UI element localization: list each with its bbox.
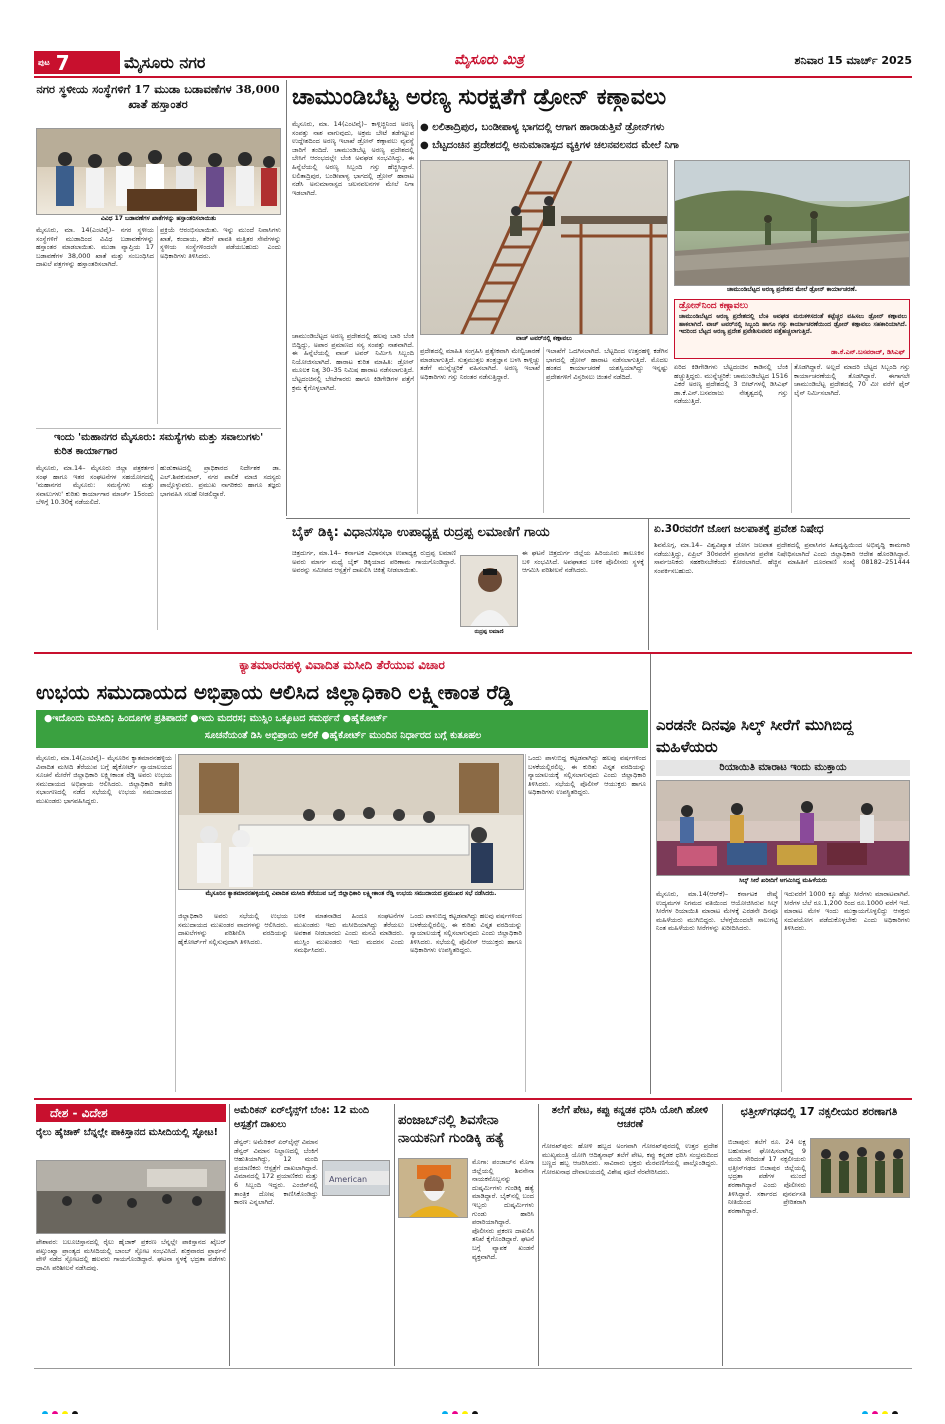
lead-col6: ತೊಡಗಿದ್ದಾರೆ. ಅಲ್ಲದೆ ಮಾದರಿ ಬೆಟ್ಟದ ಸಿಬ್ಬಂದಿ ಗಸ್ತು ಕಾರ್ಯಾಚರಣೆಯಲ್ಲಿ ತೊಡಗಿದ್ದಾರೆ. ಈಗಾಗಲೇ ಚಾಮುಂಡಿಬೆಟ್ಟ ಪ್ರದೇಶದಲ್ಲಿ 70 ಮೀ ವರೆಗೆ ಫೈರ್ ಲೈನ್ ನಿರ್ಮಿಸಲಾಗಿದೆ. (794, 363, 910, 397)
registration-marks-left (40, 1404, 100, 1414)
chhattisgarh-text: ಬಿಜಾಪುರ: ತಲೆಗೆ ರೂ. 24 ಲಕ್ಷ ಬಹುಮಾನ ಘೋಷಿಸಲಾಗಿದ್ದ 9 ಮಂದಿ ಸೇರಿದಂತೆ 17 ನಕ್ಸಲೀಯರು ಛತ್ತೀಸ್‌ಗಢದ ಬಿಜಾಪುರ ಜಿಲ್ಲೆಯಲ್ಲಿ ಭದ್ರತಾ ಪಡೆಗಳ ಮುಂದೆ ಶರಣಾಗಿದ್ದಾರೆ ಎಂದು ಪೊಲೀಸರು ತಿಳಿಸಿದ್ದಾರೆ. ಸರ್ಕಾರದ ಪುನರ್ವಸತಿ ನೀತಿಯಿಂದ ಪ್ರೇರಿತರಾಗಿ ಶರಣಾಗಿದ್ದಾರೆ. (728, 1138, 806, 1215)
silk-left-border (650, 654, 651, 1094)
yogi-headline: ತಲೆಗೆ ಪೇಟ, ಕಪ್ಪು ಕನ್ನಡಕ ಧರಿಸಿ ಯೋಗಿ ಹೋಳಿ ಆಚರಣೆ (551, 1105, 709, 1130)
american-headline: ಅಮೆರಿಕನ್ ಏರ್‌ಲೈನ್ಸ್‌ಗೆ ಬೆಂಕಿ: 12 ಮಂದಿ ಆಸ್ಪತ್ರೆಗೆ ದಾಖಲು (234, 1105, 370, 1130)
punjab-text: ಮೊಗಾ: ಪಂಜಾಬ್‌ನ ಮೊಗಾ ಜಿಲ್ಲೆಯಲ್ಲಿ ಶಿವಸೇನಾ ನಾಯಕನೊಬ್ಬನನ್ನು ದುಷ್ಕರ್ಮಿಗಳು ಗುಂಡಿಕ್ಕಿ ಹತ್ಯೆ ಮಾಡಿದ್ದಾರೆ. ಬೈಕ್‌ನಲ್ಲಿ ಬಂದ ಇಬ್ಬರು ದುಷ್ಕರ್ಮಿಗಳು ಗುಂಡು ಹಾರಿಸಿ ಪರಾರಿಯಾಗಿದ್ದಾರೆ. ಪೊಲೀಸರು ಪ್ರಕರಣ ದಾಖಲಿಸಿ ತನಿಖೆ ಕೈಗೊಂಡಿದ್ದಾರೆ. ಘಟನೆ ಬಗ್ಗೆ ವ್ಯಾಪಕ ಖಂಡನೆ ವ್ಯಕ್ತವಾಗಿದೆ. (472, 1158, 534, 1261)
lead-divider-3 (791, 363, 792, 513)
mosque-band-line-2: ಸೂಚನೆಯಂತೆ ಡಿಸಿ ಅಭಿಪ್ರಾಯ ಆಲಿಕೆ ●ಹೈಕೋರ್ಟ್ ಮುಂದಿನ ನಿರ್ಧಾರದ ಬಗ್ಗೆ ಕುತೂಹಲ (204, 730, 482, 741)
left-mid-col1: ಮೈಸೂರು, ಮಾ.14– ಮೈಸೂರು ಜಿಲ್ಲಾ ಪತ್ರಕರ್ತರ ಸಂಘ ಹಾಗೂ ಇತರ ಸಂಘಟನೆಗಳ ಸಹಯೋಗದಲ್ಲಿ 'ಮಹಾನಗರ ಮೈಸೂರು: ಸಮಸ್ಯೆಗಳು ಮತ್ತು ಸವಾಲುಗಳು' ಕುರಿತು ಕಾರ್ಯಾಗಾರ ಮಾರ್ಚ್ 15ರಂದು ಬೆಳಿಗ್ಗೆ 10.30ಕ್ಕೆ ನಡೆಯಲಿದೆ. (36, 464, 154, 507)
mosque-divider-2 (525, 754, 526, 1092)
silk-photo-caption: ಸಿಲ್ಕ್ ಸೀರೆ ಖರೀದಿಗೆ ಆಗಮಿಸಿದ್ದ ಮಹಿಳೆಯರು (656, 877, 910, 886)
page-number: 7 (55, 50, 70, 75)
silk-headline: ಎರಡನೇ ದಿನವೂ ಸಿಲ್ಕ್ ಸೀರೆಗೆ ಮುಗಿಬಿದ್ದ ಮಹಿಳೆಯರು (656, 716, 854, 756)
mosque-kicker: ಕ್ಯಾತಮಾರನಹಳ್ಳಿ ವಿವಾದಿತ ಮಸೀದಿ ತೆರೆಯುವ ವಿಚಾರ (239, 658, 445, 672)
yogi-text: ಗೋರಖ್‌ಪುರ: ಹೋಳಿ ಹಬ್ಬದ ಅಂಗವಾಗಿ ಗೋರಖ್‌ಪುರದಲ್ಲಿ ಉತ್ತರ ಪ್ರದೇಶ ಮುಖ್ಯಮಂತ್ರಿ ಯೋಗಿ ಆದಿತ್ಯನಾಥ್ ತಲೆಗೆ ಪೇಟ, ಕಪ್ಪು ಕನ್ನಡಕ ಧರಿಸಿ ಸಂಭ್ರಮದಿಂದ ಬಣ್ಣದ ಹಬ್ಬ ಆಚರಿಸಿದರು. ಸಾವಿರಾರು ಭಕ್ತರು ಮೆರವಣಿಗೆಯಲ್ಲಿ ಪಾಲ್ಗೊಂಡಿದ್ದರು. ಗೋರಖನಾಥ ದೇವಾಲಯದಲ್ಲಿ ವಿಶೇಷ ಪೂಜೆ ನೆರವೇರಿಸಿದರು. (542, 1142, 718, 1176)
bottom-divider-3 (538, 1104, 539, 1366)
left-top-col1: ಮೈಸೂರು, ಮಾ. 14(ಎಂಟಿವೈ)– ನಗರ ಸ್ಥಳೀಯ ಸಂಸ್ಥೆಗಳಿಗೆ ಮುಡಾದಿಂದ ವಿವಿಧ ಬಡಾವಣೆಗಳನ್ನು ಹಸ್ತಾಂತರ ಮಾಡಲಾಯಿತು. ಮುಡಾ ವ್ಯಾಪ್ತಿಯ 17 ಬಡಾವಣೆಗಳ 38,000 ಖಾತೆ ಮತ್ತು ಸಂಬಂಧಿಸಿದ ದಾಖಲೆ ಪತ್ರಗಳನ್ನು ಹಸ್ತಾಂತರಿಸಲಾಗಿದೆ. (36, 226, 154, 269)
mosque-band-line-1: ●ಇದೊಂದು ಮಸೀದಿ; ಹಿಂದೂಗಳ ಪ್ರತಿಪಾದನೆ ●ಇದು ಮದರಸ; ಮುಸ್ಲಿಂ ಒಕ್ಕೂಟದ ಸಮರ್ಥನೆ ●ಹೈಕೋರ್ಟ್ (44, 713, 388, 724)
lead-bullet-1: ● ಲಲಿತಾದ್ರಿಪುರ, ಬಂಡೀಪಾಳ್ಯ ಭಾಗದಲ್ಲಿ ಆಗಾಗ ಹಾರಾಡುತ್ತಿವೆ ಡ್ರೋನ್‌ಗಳು (420, 122, 665, 133)
bike-col2: ಈ ಘಟನೆ ಚಿತ್ರದುರ್ಗ ಜಿಲ್ಲೆಯ ಹಿರಿಯೂರು ತಾಲೂಕಿನ ಬಳಿ ಸಂಭವಿಸಿದೆ. ಅಪಘಾತದ ಬಳಿಕ ಪೊಲೀಸರು ಸ್ಥಳಕ್ಕೆ ಆಗಮಿಸಿ ಪರಿಶೀಲನೆ ನಡೆಸಿದರು. (522, 549, 644, 575)
lead-col1: ಮೈಸೂರು, ಮಾ. 14(ಎಂಟಿವೈ)– ಕಾಳ್ಗಿಚ್ಚಿನಿಂದ ಅರಣ್ಯ ಸಂಪತ್ತು ನಾಶ ವಾಗುವುದು, ಅಕ್ರಮ ಬೇಟೆ ತಡೆಗಟ್ಟುವ ಉದ್ದೇಶದಿಂದ ಅರಣ್ಯ ಇಲಾಖೆ ಡ್ರೋನ್ ಕಣ್ಗಾವಲು ವ್ಯವಸ್ಥೆ ಜಾರಿಗೆ ತಂದಿದೆ. ಚಾಮುಂಡಿಬೆಟ್ಟ ಅರಣ್ಯ ಪ್ರದೇಶದಲ್ಲಿ ಬೇಸಿಗೆ ಆರಂಭದಲ್ಲೇ ಬೆಂಕಿ ಅವಘಡ ಸಂಭವಿಸಿದ್ದು, ಈ ಹಿನ್ನೆಲೆಯಲ್ಲಿ ಅರಣ್ಯ ಸಿಬ್ಬಂದಿ ಗಸ್ತು ಹೆಚ್ಚಿಸಿದ್ದಾರೆ. ಲಲಿತಾದ್ರಿಪುರ, ಬಂಡೀಪಾಳ್ಯ ಭಾಗದಲ್ಲಿ ಡ್ರೋನ್ ಹಾರಾಟ ನಡೆಸಿ ಅನುಮಾನಾಸ್ಪದ ಚಲನವಲನಗಳ ಮೇಲೆ ನಿಗಾ ಇಡಲಾಗಿದೆ. (292, 120, 414, 197)
mosque-photo-caption: ಮೈಸೂರಿನ ಕ್ಯಾತಮಾರನಹಳ್ಳಿಯಲ್ಲಿ ವಿವಾದಿತ ಮಸೀದಿ ತೆರೆಯುವ ಬಗ್ಗೆ ಜಿಲ್ಲಾಧಿಕಾರಿ ಲಕ್ಷ್ಮೀಕಾಂತ ರೆಡ್ಡಿ ಉಭಯ ಸಮುದಾಯದ ಪ್ರಮುಖರ ಸಭೆ ನಡೆಸಿದರು. (178, 890, 524, 908)
mosque-top-rule (34, 652, 912, 654)
train-text: ಪೇಶಾವರ: ಬಲೂಚಿಸ್ತಾನದಲ್ಲಿ ರೈಲು ಹೈಜಾಕ್ ಪ್ರಕರಣ ಬೆನ್ನಲ್ಲೇ ಪಾಕಿಸ್ತಾನದ ಖೈಬರ್ ಪಖ್ತುಂಖ್ವಾ ಪ್ರಾಂತ್ಯದ ಮಸೀದಿಯಲ್ಲಿ ಬಾಂಬ್ ಸ್ಫೋಟ ಸಂಭವಿಸಿದೆ. ಶುಕ್ರವಾರದ ಪ್ರಾರ್ಥನೆ ವೇಳೆ ನಡೆದ ಸ್ಫೋಟದಲ್ಲಿ ಹಲವರು ಗಾಯಗೊಂಡಿದ್ದಾರೆ. ಘಟನಾ ಸ್ಥಳಕ್ಕೆ ಭದ್ರತಾ ಪಡೆಗಳು ಧಾವಿಸಿ ಪರಿಶೀಲನೆ ನಡೆಸಿದವು. (36, 1238, 226, 1272)
color-dots-icon (40, 1409, 100, 1414)
drone-info-box (674, 299, 910, 359)
portrait-illustration (461, 556, 518, 627)
mosque-col2: ಜಿಲ್ಲಾಧಿಕಾರಿ ಅವರು ಸಭೆಯಲ್ಲಿ ಉಭಯ ಸಮುದಾಯದ ಮುಖಂಡರ ವಾದಗಳನ್ನು ಆಲಿಸಿದರು. ದಾಖಲೆಗಳನ್ನು ಪರಿಶೀಲಿಸಿ ವರದಿಯನ್ನು ಹೈಕೋರ್ಟ್‌ಗೆ ಸಲ್ಲಿಸುವುದಾಗಿ ತಿಳಿಸಿದರು. (178, 912, 288, 946)
watch-tower-caption: ವಾಚ್ ಟವರ್‌ನಲ್ಲಿ ಕಣ್ಗಾವಲು (420, 335, 668, 344)
silk-saree-photo (656, 780, 910, 876)
left-top-col2: ಪ್ರಕ್ರಿಯೆ ಆರಂಭಿಸಲಾಯಿತು. ಇನ್ನು ಮುಂದೆ ನಿವಾಸಿಗಳು ಖಾತೆ, ಕಂದಾಯ, ತೆರಿಗೆ ಪಾವತಿ ಮತ್ತಿತರ ಸೇವೆಗಳನ್ನು ಸ್ಥಳೀಯ ಸಂಸ್ಥೆಗಳಿಂದಲೇ ಪಡೆಯಬಹುದು ಎಂದು ಅಧಿಕಾರಿಗಳು ತಿಳಿಸಿದರು. (160, 226, 281, 260)
drone-box-text: ಚಾಮುಂಡಿಬೆಟ್ಟದ ಅರಣ್ಯ ಪ್ರದೇಶದಲ್ಲಿ ಬೆಂಕಿ ಅವಘಡ ಮರುಕಳಿಸದಂತೆ ಕಟ್ಟೆಚ್ಚರ ವಹಿಸಲು ಡ್ರೋನ್ ಕಣ್ಗಾವಲು ಹಾಕಲಾಗಿದೆ. ವಾಚ್ ಟವರ್‌ನಲ್ಲಿ ಸಿಬ್ಬಂದಿ ಹಾಗೂ ಗಸ್ತು ಕಾರ್ಯಾಚರಣೆಯಿಂದ ಡ್ರೋನ್ ಕಣ್ಗಾವಲು ಸಹಕಾರಿಯಾಗಿದೆ. ಇದರಿಂದ ಬೆಟ್ಟದ ಅರಣ್ಯ ಪ್ರದೇಶ ಪ್ರವೇಶಿಸುವವರ ಪತ್ತೆಹಚ್ಚಲಾಗುತ್ತಿದೆ. (679, 313, 907, 336)
mosque-col1: ಮೈಸೂರು, ಮಾ.14(ಎಂಟಿವೈ)– ಮೈಸೂರಿನ ಕ್ಯಾತಮಾರನಹಳ್ಳಿಯ ವಿವಾದಿತ ಮಸೀದಿ ತೆರೆಯುವ ಬಗ್ಗೆ ಹೈಕೋರ್ಟ್ ನ್ಯಾಯಾಲಯದ ಸೂಚನೆ ಮೇರೆಗೆ ಜಿಲ್ಲಾಧಿಕಾರಿ ಲಕ್ಷ್ಮೀಕಾಂತ ರೆಡ್ಡಿ ಅವರು ಉಭಯ ಸಮುದಾಯದ ಅಭಿಪ್ರಾಯ ಆಲಿಸಿದರು. ಜಿಲ್ಲಾಧಿಕಾರಿ ಕಚೇರಿ ಸಭಾಂಗಣದಲ್ಲಿ ನಡೆದ ಸಭೆಯಲ್ಲಿ ಉಭಯ ಸಮುದಾಯದ ಮುಖಂಡರು ಭಾಗವಹಿಸಿದ್ದರು. (36, 754, 172, 805)
page-label: ಪುಟ (38, 57, 50, 67)
lead-col2: ಚಾಮುಂಡಿಬೆಟ್ಟದ ಅರಣ್ಯ ಪ್ರದೇಶದಲ್ಲಿ ಹಲವು ಬಾರಿ ಬೆಂಕಿ ಬಿದ್ದಿದ್ದು, ಅಪಾರ ಪ್ರಮಾಣದ ಸಸ್ಯ ಸಂಪತ್ತು ನಾಶವಾಗಿದೆ. ಈ ಹಿನ್ನೆಲೆಯಲ್ಲಿ ವಾಚ್ ಟವರ್ ನಿರ್ಮಿಸಿ ಸಿಬ್ಬಂದಿ ನಿಯೋಜಿಸಲಾಗಿದೆ. ಹಾರಾಟ ಕುರಿತ ಮಾಹಿತಿ: ಡ್ರೋನ್ ಮೂಲಕ ನಿತ್ಯ 30–35 ನಿಮಿಷ ಹಾರಾಟ ನಡೆಸಲಾಗುತ್ತಿದೆ. ಬೆಟ್ಟದಂಚಿನಲ್ಲಿ ಬೇಟೆಗಾರರು ಹಾಗೂ ಕಿಡಿಗೇಡಿಗಳ ಪತ್ತೆಗೆ ಕ್ರಮ ಕೈಗೊಳ್ಳಲಾಗಿದೆ. (292, 332, 414, 392)
left-mid-headline: ಇಂದು 'ಮಹಾನಗರ ಮೈಸೂರು: ಸಮಸ್ಯೆಗಳು ಮತ್ತು ಸವಾಲುಗಳು' ಕುರಿತ ಕಾರ್ಯಾಗಾರ (54, 432, 264, 457)
surrender-illustration (811, 1139, 910, 1198)
rudrappa-photo (460, 555, 518, 627)
silk-col1: ಮೈಸೂರು, ಮಾ.14(ಆರ್‌ಕೆ)– ಕರ್ನಾಟಕ ರೇಷ್ಮೆ ಉದ್ಯಮಗಳ ನಿಗಮದ ವತಿಯಿಂದ ಆಯೋಜಿಸಿರುವ ಸಿಲ್ಕ್ ಸೀರೆಗಳ ರಿಯಾಯಿತಿ ಮಾರಾಟ ಮೇಳಕ್ಕೆ ಎರಡನೇ ದಿನವೂ ಮಹಿಳೆಯರು ಮುಗಿಬಿದ್ದರು. ಬೆಳಗ್ಗೆಯಿಂದಲೇ ಸಾಲುಗಟ್ಟಿ ನಿಂತ ಮಹಿಳೆಯರು ಸೀರೆಗಳನ್ನು ಖರೀದಿಸಿದರು. (656, 890, 778, 933)
bottom-divider-4 (722, 1104, 723, 1366)
lead-divider-1 (417, 120, 418, 514)
american-photo-label: American (329, 1175, 368, 1184)
american-photo (322, 1160, 390, 1196)
registration-marks-right (860, 1404, 920, 1414)
jog-headline: ಏ.30ರವರೆಗೆ ಜೋಗ ಜಲಪಾತಕ್ಕೆ ಪ್ರವೇಶ ನಿಷೇಧ (654, 523, 824, 535)
rescue-illustration (37, 1161, 226, 1234)
meeting-illustration (179, 755, 524, 890)
mosque-highlight-band (36, 710, 648, 748)
left-mid-divider (157, 464, 158, 630)
mosque-col4: ಒಂದು ಪಾಳುಬಿದ್ದ ಕಟ್ಟಡವಾಗಿದ್ದು ಹಲವು ವರ್ಷಗಳಿಂದ ಬಳಕೆಯಲ್ಲಿರಲಿಲ್ಲ. ಈ ಕುರಿತು ವಿಸ್ತೃತ ವರದಿಯನ್ನು ನ್ಯಾಯಾಲಯಕ್ಕೆ ಸಲ್ಲಿಸಲಾಗುವುದು ಎಂದು ಜಿಲ್ಲಾಧಿಕಾರಿ ತಿಳಿಸಿದರು. ಸಭೆಯಲ್ಲಿ ಪೊಲೀಸ್ ಆಯುಕ್ತರು ಹಾಗೂ ಅಧಿಕಾರಿಗಳು ಉಪಸ್ಥಿತರಿದ್ದರು. (410, 912, 522, 955)
jog-left-border (648, 518, 649, 650)
lead-bullet-2: ● ಬೆಟ್ಟದಂಚಿನ ಪ್ರದೇಶದಲ್ಲಿ ಅನುಮಾನಾಸ್ಪದ ವ್ಯಕ್ತಿಗಳ ಚಲನವಲನದ ಮೇಲೆ ನಿಗಾ (420, 140, 679, 151)
drone-box-credit: ಡಾ.ಕೆ.ಎನ್.ಬಸವರಾಜ್, ಡಿಸಿಎಫ್ (831, 348, 905, 356)
bike-top-rule (286, 518, 910, 519)
aircraft-illustration (323, 1161, 390, 1196)
drone-operation-illustration (675, 161, 910, 286)
lead-left-border (286, 80, 287, 516)
watch-tower-photo (420, 160, 668, 335)
mosque-headline: ಉಭಯ ಸಮುದಾಯದ ಅಭಿಪ್ರಾಯ ಆಲಿಸಿದ ಜಿಲ್ಲಾಧಿಕಾರಿ ಲಕ್ಷ್ಮೀಕಾಂತ ರೆಡ್ಡಿ (36, 680, 513, 704)
rudrappa-caption: ರುದ್ರಪ್ಪ ಲಮಾಣಿ (460, 628, 518, 636)
color-dots-icon (860, 1409, 920, 1414)
silk-subhead: ರಿಯಾಯಿತಿ ಮಾರಾಟ ಇಂದು ಮುಕ್ತಾಯ (656, 760, 910, 776)
saree-shop-illustration (657, 781, 910, 876)
mosque-col5: ಒಂದು ಪಾಳುಬಿದ್ದ ಕಟ್ಟಡವಾಗಿದ್ದು ಹಲವು ವರ್ಷಗಳಿಂದ ಬಳಕೆಯಲ್ಲಿರಲಿಲ್ಲ. ಈ ಕುರಿತು ವಿಸ್ತೃತ ವರದಿಯನ್ನು ನ್ಯಾಯಾಲಯಕ್ಕೆ ಸಲ್ಲಿಸಲಾಗುವುದು ಎಂದು ಜಿಲ್ಲಾಧಿಕಾರಿ ತಿಳಿಸಿದರು. ಸಭೆಯಲ್ಲಿ ಪೊಲೀಸ್ ಆಯುಕ್ತರು ಹಾಗೂ ಅಧಿಕಾರಿಗಳು ಉಪಸ್ಥಿತರಿದ್ದರು. (528, 754, 646, 797)
registration-marks-center (440, 1404, 500, 1414)
left-top-divider (157, 226, 158, 424)
jog-text: ಶಿವಮೊಗ್ಗ, ಮಾ.14– ವಿಶ್ವವಿಖ್ಯಾತ ಜೋಗ ಜಲಪಾತ ಪ್ರದೇಶದಲ್ಲಿ ಪ್ರವಾಸಿಗರ ಹಿತದೃಷ್ಟಿಯಿಂದ ಅಭಿವೃದ್ಧಿ ಕಾಮಗಾರಿ ನಡೆಯುತ್ತಿದ್ದು, ಏಪ್ರಿಲ್ 30ರವರೆಗೆ ಪ್ರವಾಸಿಗರ ಪ್ರವೇಶ ನಿಷೇಧಿಸಲಾಗಿದೆ ಎಂದು ಜಿಲ್ಲಾಧಿಕಾರಿ ಆದೇಶ ಹೊರಡಿಸಿದ್ದಾರೆ. ಸಾರ್ವಜನಿಕರು ಸಹಕರಿಸಬೇಕೆಂದು ಕೋರಲಾಗಿದೆ. ಹೆಚ್ಚಿನ ಮಾಹಿತಿಗೆ ದೂರವಾಣಿ ಸಂಖ್ಯೆ 08182–251444 ಸಂಪರ್ಕಿಸಬಹುದು. (654, 541, 910, 575)
watch-tower-illustration (421, 161, 668, 335)
lead-col4: ಇಲಾಖೆಗೆ ಒದಗಿಸಲಾಗಿದೆ. ಬೆಟ್ಟದಿಂದ ಉತ್ತರಹಳ್ಳಿ ಕಡೆಗಿನ ಭಾಗದಲ್ಲಿ ಡ್ರೋನ್ ಹಾರಾಟ ನಡೆಸಲಾಗುತ್ತಿದೆ. ಮೊದಲ ಹಂತದ ಕಾರ್ಯಾಚರಣೆ ಯಶಸ್ವಿಯಾಗಿದ್ದು ಇನ್ನಷ್ಟು ಪ್ರದೇಶಗಳಿಗೆ ವಿಸ್ತರಿಸಲು ಚಿಂತನೆ ನಡೆದಿದೆ. (546, 347, 668, 381)
drone-box-title: ಡ್ರೋನ್‌ನಿಂದ ಕಣ್ಗಾವಲು (679, 301, 749, 311)
lead-col5: ಏರಿದ ಕಿಡಿಗೇಡಿಗಳು ಬೆಟ್ಟದಂಚಿನ ಕಾಡಿನಲ್ಲಿ ಬೆಂಕಿ ಹಚ್ಚುತ್ತಿದ್ದರು. ಮುನ್ನೆಚ್ಚರಿಕೆ: ಚಾಮುಂಡಿಬೆಟ್ಟದ 1516 ಎಕರೆ ಅರಣ್ಯ ಪ್ರದೇಶದಲ್ಲಿ 3 ಬೀಟ್‌ಗಳಲ್ಲಿ ಡಿಸಿಎಫ್ ಡಾ.ಕೆ.ಎನ್.ಬಸವರಾಜು ನೇತೃತ್ವದಲ್ಲಿ ಗಸ್ತು ನಡೆಯುತ್ತಿದೆ. (674, 363, 788, 406)
left-top-caption: ವಿವಿಧ 17 ಬಡಾವಣೆಗಳ ಖಾತೆಗಳನ್ನು ಹಸ್ತಾಂತರಿಸಲಾಯಿತು (36, 215, 281, 224)
lead-headline: ಚಾಮುಂಡಿಬೆಟ್ಟ ಅರಣ್ಯ ಸುರಕ್ಷತೆಗೆ ಡ್ರೋನ್ ಕಣ್ಗಾವಲು (292, 85, 667, 110)
lead-col3: ಪ್ರದೇಶದಲ್ಲಿ ಮಾಹಿತಿ ಸಂಗ್ರಹಿಸಿ ಪ್ರತ್ಯೇಕವಾಗಿ ಮೇಲ್ವಿಚಾರಣೆ ಮಾಡಲಾಗುತ್ತಿದೆ. ಸುತ್ತಮುತ್ತಲ ತಂತ್ರಜ್ಞಾನ ಬಳಸಿ ಕಾಳ್ಗಿಚ್ಚು ತಡೆಗೆ ಮುನ್ನೆಚ್ಚರಿಕೆ ವಹಿಸಲಾಗಿದೆ. ಅರಣ್ಯ ಇಲಾಖೆ ಅಧಿಕಾರಿಗಳು ಗಸ್ತು ನಿರಂತರ ನಡೆಸುತ್ತಿದ್ದಾರೆ. (420, 347, 540, 381)
mosque-meeting-photo (178, 754, 524, 890)
page-number-box (34, 51, 120, 74)
silk-col2: ಇದುವರೆಗೆ 1000 ಕ್ಕೂ ಹೆಚ್ಚು ಸೀರೆಗಳು ಮಾರಾಟವಾಗಿವೆ. ಸೀರೆಗಳ ಬೆಲೆ ರೂ.1,200 ರಿಂದ ರೂ.1000 ವರೆಗೆ ಇದೆ. ಮಾರಾಟ ಮೇಳ ಇಂದು ಮುಕ್ತಾಯಗೊಳ್ಳಲಿದ್ದು ಆಸಕ್ತರು ಸದುಪಯೋಗ ಪಡೆದುಕೊಳ್ಳಬೇಕು ಎಂದು ಅಧಿಕಾರಿಗಳು ತಿಳಿಸಿದರು. (784, 890, 910, 933)
american-text: ಡೆನ್ವರ್: ಅಮೆರಿಕನ್ ಏರ್‌ಲೈನ್ಸ್ ವಿಮಾನ ಡೆನ್ವರ್ ವಿಮಾನ ನಿಲ್ದಾಣದಲ್ಲಿ ಬೆಂಕಿಗೆ ಆಹುತಿಯಾಗಿದ್ದು, 12 ಮಂದಿ ಪ್ರಯಾಣಿಕರು ಆಸ್ಪತ್ರೆಗೆ ದಾಖಲಾಗಿದ್ದಾರೆ. ವಿಮಾನದಲ್ಲಿ 172 ಪ್ರಯಾಣಿಕರು ಮತ್ತು 6 ಸಿಬ್ಬಂದಿ ಇದ್ದರು. ಎಂಜಿನ್‌ನಲ್ಲಿ ತಾಂತ್ರಿಕ ದೋಷ ಕಾಣಿಸಿಕೊಂಡಿದ್ದು ಕಾರಣ ಎನ್ನಲಾಗಿದೆ. (234, 1138, 318, 1207)
group-photo-illustration (37, 129, 281, 215)
punjab-headline: ಪಂಜಾಬ್‌ನಲ್ಲಿ ಶಿವಸೇನಾ ನಾಯಕನಿಗೆ ಗುಂಡಿಕ್ಕಿ ಹತ್ಯೆ (398, 1113, 505, 1146)
drone-operation-photo (674, 160, 910, 286)
bottom-divider-1 (229, 1104, 230, 1366)
left-top-headline: ನಗರ ಸ್ಥಳೀಯ ಸಂಸ್ಥೆಗಳಿಗೆ 17 ಮುಡಾ ಬಡಾವಣೆಗಳ 38,000 ಖಾತೆ ಹಸ್ತಾಂತರ (36, 82, 280, 111)
bike-col1: ಚಿತ್ರದುರ್ಗ, ಮಾ.14– ಕರ್ನಾಟಕ ವಿಧಾನಸಭಾ ಉಪಾಧ್ಯಕ್ಷ ರುದ್ರಪ್ಪ ಲಮಾಣಿ ಅವರು ಮಾರ್ಗ ಮಧ್ಯೆ ಬೈಕ್ ಡಿಕ್ಕಿಯಾದ ಪರಿಣಾಮ ಗಾಯಗೊಂಡಿದ್ದಾರೆ. ಅವರನ್ನು ಸಮೀಪದ ಆಸ್ಪತ್ರೆಗೆ ದಾಖಲಿಸಿ ಚಿಕಿತ್ಸೆ ನೀಡಲಾಯಿತು. (292, 549, 456, 575)
paper-name: ಮೈಸೂರು ಮಿತ್ರ (454, 52, 524, 68)
lead-divider-2 (543, 347, 544, 513)
leader-portrait-illustration (399, 1159, 468, 1218)
train-headline: ರೈಲು ಹೈಜಾಕ್ ಬೆನ್ನಲ್ಲೇ ಪಾಕಿಸ್ತಾನದ ಮಸೀದಿಯಲ್ಲಿ ಸ್ಫೋಟ! (36, 1127, 218, 1138)
left-top-photo (36, 128, 281, 215)
mosque-divider-1 (175, 754, 176, 1092)
left-mid-col2: ಹುಡುಕಾಟದಲ್ಲಿ ಪ್ರಾಧಿಕಾರದ ನಿರ್ದೇಶಕ ಡಾ. ಎಲ್.ಶಿವಕುಮಾರ್, ನಗರ ಪಾಲಿಕೆ ಮಾಜಿ ಸದಸ್ಯರು ಪಾಲ್ಗೊಳ್ಳುವರು. ಪ್ರಮುಖ ನಾಗರಿಕರು ಹಾಗೂ ತಜ್ಞರು ಭಾಗವಹಿಸಿ ಸಲಹೆ ನೀಡಲಿದ್ದಾರೆ. (160, 464, 281, 498)
mosque-col3: ಬಳಿಕ ಮಾತನಾಡಿದ ಹಿಂದೂ ಸಂಘಟನೆಗಳ ಮುಖಂಡರು ಇದು ಮಸೀದಿಯಾಗಿದ್ದು ತೆರೆಯಲು ಅವಕಾಶ ನೀಡಬಾರದು ಎಂದು ಮನವಿ ಮಾಡಿದರು. ಮುಸ್ಲಿಂ ಮುಖಂಡರು ಇದು ಮದರಸ ಎಂದು ಸಮರ್ಥಿಸಿದರು. (294, 912, 404, 955)
chhattisgarh-photo (810, 1138, 910, 1198)
page-date: ಶನಿವಾರ 15 ಮಾರ್ಚ್ 2025 (794, 54, 912, 67)
train-photo (36, 1160, 226, 1234)
chhattisgarh-headline: ಛತ್ತೀಸ್‌ಗಢದಲ್ಲಿ 17 ನಕ್ಸಲೀಯರ ಶರಣಾಗತಿ (740, 1105, 898, 1118)
drone-operation-caption: ಚಾಮುಂಡಿಬೆಟ್ಟದ ಅರಣ್ಯ ಪ್ರದೇಶದ ಮೇಲೆ ಡ್ರೋನ್ ಕಾರ್ಯಾಚರಣೆ. (674, 286, 910, 295)
bottom-divider-2 (394, 1104, 395, 1366)
section-title: ಮೈಸೂರು ನಗರ (124, 53, 206, 72)
silk-divider (781, 890, 782, 1092)
bottom-strip-rule (34, 1098, 912, 1100)
masthead-rule (34, 76, 912, 78)
left-mid-rule (36, 428, 281, 429)
page-bottom-rule (34, 1368, 912, 1369)
punjab-photo (398, 1158, 468, 1218)
bike-headline: ಬೈಕ್ ಡಿಕ್ಕಿ: ವಿಧಾನಸಭಾ ಉಪಾಧ್ಯಕ್ಷ ರುದ್ರಪ್ಪ ಲಮಾಣಿಗೆ ಗಾಯ (292, 525, 550, 540)
color-dots-icon (440, 1409, 500, 1414)
masthead (34, 50, 912, 76)
desha-videsha-label: ದೇಶ - ವಿದೇಶ (36, 1104, 226, 1122)
